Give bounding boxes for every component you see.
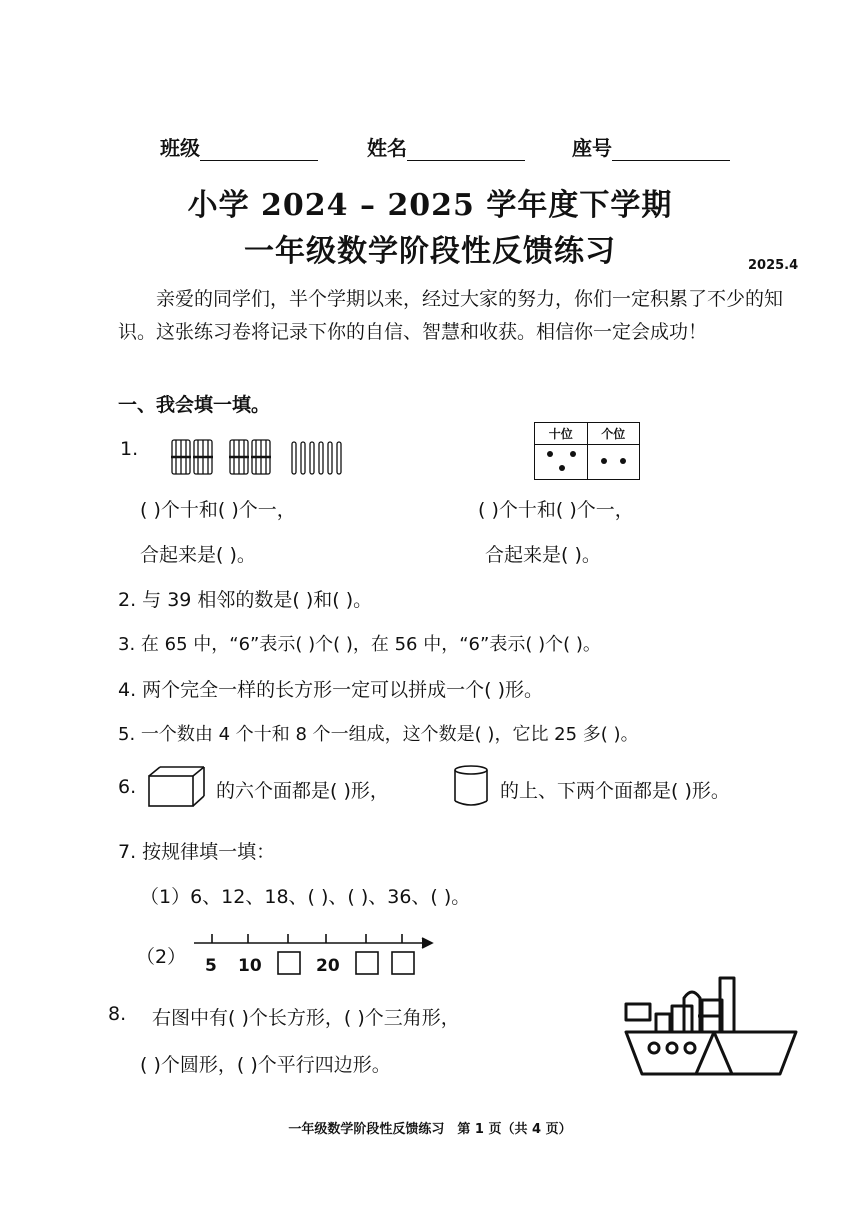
q3-text: 3. 在 65 中，“6”表示( )个( )，在 56 中，“6”表示( )个( )。 (118, 634, 601, 655)
tens-header: 十位 (535, 423, 588, 445)
place-value-table (534, 422, 640, 480)
bundle-icon (171, 440, 191, 474)
page-subtitle: 一年级数学阶段性反馈练习 (244, 234, 616, 269)
q1-right-line1: ( )个十和( )个一， (478, 499, 634, 521)
answer-box-2 (356, 952, 378, 974)
q1-number: 1. (120, 438, 139, 460)
single-sticks-icon (292, 442, 341, 474)
bundle-icon (251, 440, 271, 474)
q5-text: 5. 一个数由 4 个十和 8 个一组成，这个数是( )，它比 25 多( )。 (118, 724, 639, 745)
name-blank[interactable] (407, 142, 525, 161)
numberline-label-10: 10 (238, 956, 262, 976)
name-field (367, 132, 525, 161)
q2-text: 2. 与 39 相邻的数是( )和( )。 (118, 589, 373, 611)
q7-heading: 7. 按规律填一填： (118, 841, 276, 863)
q6-part1: 的六个面都是( )形， (216, 780, 389, 802)
answer-box-1 (278, 952, 300, 974)
numberline-label-5: 5 (205, 956, 217, 976)
q8-line1: 右图中有( )个长方形，( )个三角形， (152, 1007, 460, 1029)
q1-right-line2: 合起来是( )。 (485, 544, 601, 566)
porthole-circle (649, 1043, 659, 1053)
name-label: 姓名 (367, 136, 407, 160)
q6-part2: 的上、下两个面都是( )形。 (500, 780, 730, 802)
small-rect (656, 1014, 670, 1032)
page-title: 小学 2024 – 2025 学年度下学期 (187, 188, 673, 223)
q4-text: 4. 两个完全一样的长方形一定可以拼成一个( )形。 (118, 679, 544, 701)
ones-header: 个位 (587, 423, 640, 445)
q1-left-line1: ( )个十和( )个一， (140, 499, 296, 521)
q1-left-line2: 合起来是( )。 (140, 544, 256, 566)
class-blank[interactable] (200, 142, 318, 161)
seat-blank[interactable] (612, 142, 730, 161)
cabin-rect (672, 1006, 692, 1032)
exam-date: 2025.4 (748, 258, 799, 273)
bow-rect (626, 1004, 650, 1020)
bead-dot (620, 458, 626, 464)
seat-field (572, 132, 730, 161)
intro-paragraph: 亲爱的同学们，半个学期以来，经过大家的努力，你们一定积累了不少的知识。这张练习卷将记录下你的自信、智慧和收获。相信你一定会成功！ (118, 288, 784, 343)
bundle-icon (193, 440, 213, 474)
ones-cell (587, 445, 640, 480)
seat-label: 座号 (572, 136, 612, 160)
bead-dot (570, 451, 576, 457)
numberline-label-20: 20 (316, 956, 340, 976)
bundles-of-sticks-image (168, 432, 348, 480)
cube-icon (146, 764, 208, 808)
q8-number: 8. (108, 1003, 127, 1025)
q7-sub2-label: （2） (136, 946, 187, 968)
class-label: 班级 (160, 136, 200, 160)
bead-dot (601, 458, 607, 464)
tens-cell (535, 445, 588, 480)
porthole-circle (667, 1043, 677, 1053)
q7-sub1: （1）6、12、18、( )、( )、36、( )。 (140, 886, 471, 908)
q6-number: 6. (118, 776, 137, 798)
cylinder-icon (451, 763, 491, 809)
class-field (160, 132, 318, 161)
answer-box-3 (392, 952, 414, 974)
section-heading: 一、我会填一填。 (118, 394, 271, 416)
ship-figure-image (622, 970, 802, 1080)
bundle-icon (229, 440, 249, 474)
bead-dot (547, 451, 553, 457)
page-footer: 一年级数学阶段性反馈练习 第 1 页（共 4 页） (288, 1122, 572, 1137)
porthole-circle (685, 1043, 695, 1053)
q8-line2: ( )个圆形，( )个平行四边形。 (140, 1054, 391, 1076)
bead-dot (559, 465, 565, 471)
